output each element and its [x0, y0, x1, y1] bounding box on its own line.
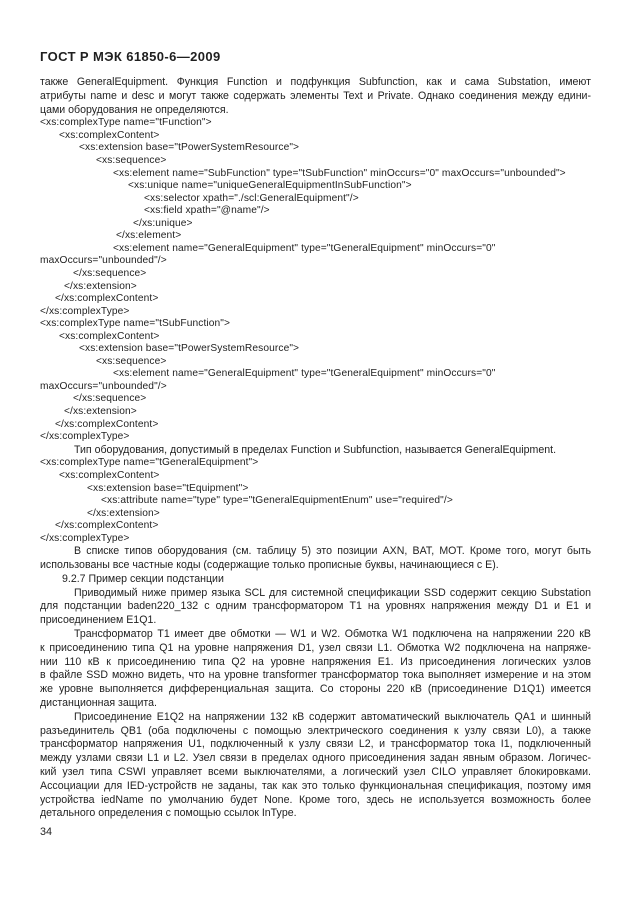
text-line: также GeneralEquipment. Функция Function и подфункция Subfunction, как и сама Substation, имеют	[40, 76, 591, 88]
text-line: Присоединение E1Q2 на напряжении 132 кВ содержит автоматический выключатель QA1 и шинный	[74, 710, 591, 723]
code-line: <xs:element name="SubFunction" type="tSubFunction" minOccurs="0" maxOccurs="unbounded">	[113, 167, 566, 179]
code-line: </xs:unique>	[133, 217, 193, 229]
paragraph	[40, 711, 591, 821]
code-line: </xs:complexType>	[40, 305, 130, 317]
code-line: <xs:extension base="tPowerSystemResource">	[79, 142, 300, 154]
text-line: детального определения с помощью ссылок InType.	[40, 807, 297, 820]
code-line: maxOccurs="unbounded"/>	[40, 255, 167, 267]
text-line: нии 110 кВ к присоединению типа Q2 на уровне напряжения E1. Из присоединения логических узлов	[40, 655, 591, 668]
document-body	[40, 76, 591, 821]
text-line: устройства iedName по умолчанию будет None. Кроме того, здесь не используется возможность более	[40, 793, 591, 806]
code-line: <xs:complexType name="tSubFunction">	[40, 318, 231, 330]
text-line: цами оборудования не определяются.	[40, 103, 229, 116]
text-line: В списке типов оборудования (см. таблицу 5) это позиции AXN, BAT, MOT. Кроме того, могут быть	[74, 545, 591, 558]
text-line: для подстанции baden220_132 с одним трансформатором T1 на уровнях напряжения между D1 и E1 и	[40, 600, 591, 613]
code-line: <xs:complexContent>	[59, 330, 160, 342]
code-line: </xs:sequence>	[73, 267, 147, 279]
text-line: разъединитель QB1 (оба подключены с помощью электрического соединения к узлу связи L0), а также	[40, 724, 591, 737]
text-line: в файле SSD можно видеть, что на уровне transformer трансформатор тока выполняет измерение и на этом	[40, 669, 591, 682]
text-line: между узлами связи L1 и L2. Узел связи в пределах одного присоединения задан явным образом. Логичес-	[40, 752, 591, 765]
code-line: </xs:complexType>	[40, 431, 130, 443]
code-line: <xs:sequence>	[96, 355, 167, 367]
code-line: <xs:complexType name="tFunction">	[40, 117, 212, 129]
paragraph	[40, 545, 591, 573]
text-line: кий узел типа CSWI управляет всеми выключателями, а логический узел CILO управляет блокировками.	[40, 765, 591, 778]
paragraph	[40, 76, 591, 117]
text-line: Ассоциации для IED-устройств не заданы, так как это только функциональная спецификация, поэтому имя	[40, 779, 591, 792]
section-heading	[40, 573, 591, 587]
code-line: <xs:selector xpath="./scl:GeneralEquipment"/>	[144, 192, 359, 204]
code-line: maxOccurs="unbounded"/>	[40, 380, 167, 392]
code-line: </xs:sequence>	[73, 393, 147, 405]
code-line: <xs:complexType name="tGeneralEquipment">	[40, 457, 259, 469]
xml-code-block	[40, 117, 591, 318]
code-line: <xs:extension base="tEquipment">	[87, 482, 249, 494]
code-line: <xs:attribute name="type" type="tGeneralEquipmentEnum" use="required"/>	[101, 495, 453, 507]
text-line: 9.2.7 Пример секции подстанции	[62, 572, 224, 585]
text-line: же уровне выполняется дифференциальная защита. Со стороны 220 кВ (присоединение D1Q1) имеется	[40, 683, 591, 696]
code-line: </xs:extension>	[64, 405, 137, 417]
text-line: присоединением E1Q1.	[40, 614, 157, 627]
text-line: трансформатор напряжения U1, подключенный к узлу связи L2, и трансформатор тока I1, подключенный	[40, 738, 591, 751]
code-line: <xs:complexContent>	[59, 469, 160, 481]
code-line: <xs:complexContent>	[59, 129, 160, 141]
page-content	[40, 50, 591, 839]
code-line: </xs:complexContent>	[55, 418, 159, 430]
code-line: <xs:extension base="tPowerSystemResource">	[79, 343, 300, 355]
text-line: к присоединению типа Q1 на уровне напряжения D1, узел связи L1. Обмотка W2 подключена на напряже-	[40, 641, 591, 654]
code-line: </xs:extension>	[87, 507, 160, 519]
text-line: Трансформатор T1 имеет две обмотки — W1 и W2. Обмотка W1 подключена на напряжении 220 кВ	[74, 628, 591, 641]
code-line: </xs:complexType>	[40, 532, 130, 544]
paragraph	[40, 444, 591, 458]
xml-code-block	[40, 457, 591, 545]
code-line: <xs:unique name="uniqueGeneralEquipmentInSubFunction">	[128, 180, 412, 192]
code-line: <xs:field xpath="@name"/>	[144, 205, 270, 217]
text-line: атрибуты name и desc и могут также содержать элементы Text и Private. Однако соединения между едини-	[40, 89, 591, 102]
text-line: Приводимый ниже пример языка SCL для системной спецификации SSD содержит секцию Substation	[74, 586, 591, 599]
text-line: использованы все частные коды (содержащие только прописные буквы, начинающиеся с E).	[40, 559, 499, 572]
code-line: <xs:element name="GeneralEquipment" type="tGeneralEquipment" minOccurs="0"	[113, 242, 496, 254]
text-line: Тип оборудования, допустимый в пределах Function и Subfunction, называется GeneralEquipment.	[74, 443, 557, 456]
paragraph	[40, 587, 591, 628]
code-line: </xs:element>	[116, 230, 182, 242]
xml-code-block	[40, 318, 591, 443]
text-line: дистанционная защита.	[40, 697, 157, 709]
paragraph	[40, 628, 591, 711]
document-header: ГОСТ Р МЭК 61850-6—2009	[40, 49, 221, 64]
code-line: </xs:extension>	[64, 280, 137, 292]
code-line: <xs:sequence>	[96, 155, 167, 167]
code-line: <xs:element name="GeneralEquipment" type="tGeneralEquipment" minOccurs="0"	[113, 368, 496, 380]
code-line: </xs:complexContent>	[55, 520, 159, 532]
page-number: 34	[40, 826, 53, 839]
code-line: </xs:complexContent>	[55, 293, 159, 305]
